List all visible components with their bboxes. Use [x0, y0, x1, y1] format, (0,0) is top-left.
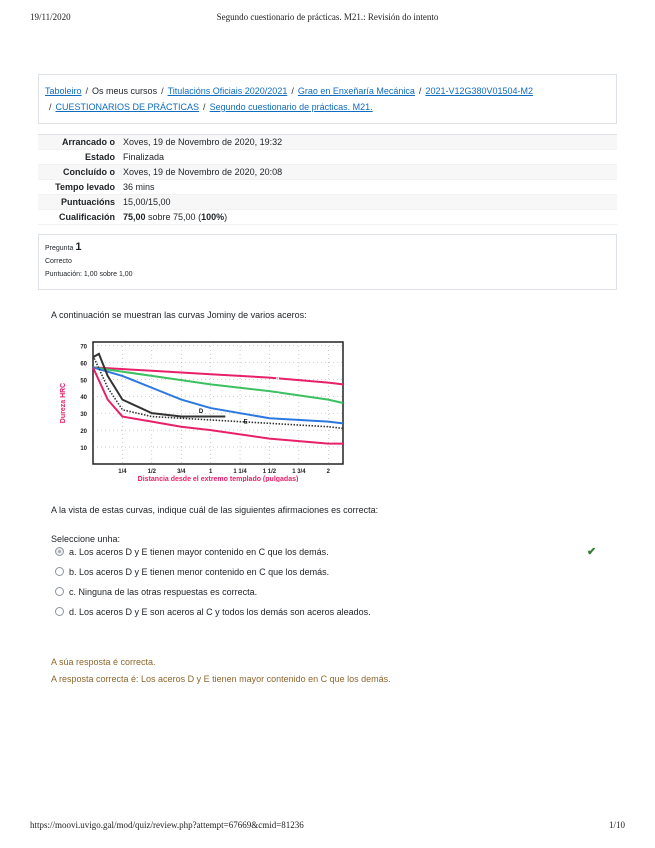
radio-a[interactable] — [55, 547, 64, 556]
question-number: 1 — [75, 241, 82, 253]
summary-row-completed: Concluído o Xoves, 19 de Novembro de 2020, 20:08 — [38, 165, 617, 180]
x-tick-label: 1 — [208, 469, 213, 475]
summary-row-time-taken: Tempo levado 36 mins — [38, 180, 617, 195]
correct-check-icon: ✔ — [587, 546, 597, 558]
series-label-b: B — [275, 393, 280, 400]
breadcrumb-item-quiz[interactable]: Segundo cuestionario de prácticas. M21. — [209, 102, 373, 112]
breadcrumb-item-degrees[interactable]: Titulacións Oficiais 2020/2021 — [167, 86, 288, 96]
summary-row-started: Arrancado o Xoves, 19 de Novembro de 2020, 19:32 — [38, 135, 617, 150]
question-text: A continuación se muestran las curvas Jominy de varios aceros: — [51, 310, 307, 320]
print-date: 19/11/2020 — [30, 12, 71, 22]
x-tick-label: 1/2 — [147, 469, 156, 475]
feedback-right-answer: A resposta correcta é: Los aceros D y E tienen mayor contenido en C que los demás. — [51, 674, 391, 684]
answer-option-c[interactable]: c. Ninguna de las otras respuestas es correcta. — [55, 586, 615, 606]
series-label-f: F — [275, 432, 280, 439]
y-tick-label: 10 — [80, 446, 87, 453]
y-tick-label: 50 — [80, 378, 87, 385]
breadcrumb-item-dashboard[interactable]: Taboleiro — [45, 86, 82, 96]
y-tick-label: 30 — [80, 412, 87, 419]
print-title: Segundo cuestionario de prácticas. M21.: Revisión do intento — [216, 12, 439, 22]
x-axis-label: Distancia desde el extremo templado (pulgadas) — [137, 476, 299, 482]
breadcrumb-item-section[interactable]: CUESTIONARIOS DE PRÁCTICAS — [55, 102, 200, 112]
y-tick-label: 40 — [80, 395, 87, 402]
x-tick-label: 1 1/2 — [262, 469, 277, 475]
jominy-chart — [55, 332, 345, 482]
question-state: Correcto — [45, 258, 72, 265]
x-tick-label: 3/4 — [177, 469, 186, 475]
breadcrumb-item-course[interactable]: 2021-V12G380V01504-M2 — [425, 86, 534, 96]
radio-d[interactable] — [55, 607, 64, 616]
series-label-e: E — [243, 419, 248, 426]
x-tick-label: 2 — [326, 469, 330, 475]
question-prompt: A la vista de estas curvas, indique cuál de las siguientes afirmaciones es correcta: — [51, 505, 379, 515]
feedback-box — [51, 654, 391, 688]
y-axis-label: Dureza HRC — [60, 382, 67, 424]
print-url: https://moovi.uvigo.gal/mod/quiz/review.php?attempt=67669&cmid=81236 — [30, 820, 304, 830]
breadcrumb-item-program[interactable]: Grao en Enxeñaría Mecánica — [297, 86, 415, 96]
breadcrumb: Taboleiro / Os meus cursos / Titulacións Oficiais 2020/2021 / Grao en Enxeñaría Mecánica / 2021-V12G380V01504-M2 / CUESTIONARIOS DE PRÁCTICAS / Segundo cuestionario de prácticas. M21. — [38, 74, 617, 124]
print-page-count: 1/10 — [608, 820, 625, 830]
summary-row-marks: Puntuacións 15,00/15,00 — [38, 195, 617, 210]
answer-option-b[interactable]: b. Los aceros D y E tienen menor contenido en C que los demás. — [55, 566, 615, 586]
breadcrumb-item-my-courses[interactable]: Os meus cursos — [92, 86, 158, 96]
question-mark: Puntuación: 1,00 sobre 1,00 — [45, 271, 133, 278]
question-label: Pregunta — [45, 245, 74, 252]
x-tick-label: 1 3/4 — [292, 469, 306, 475]
x-tick-label: 1/4 — [118, 469, 127, 475]
attempt-summary-table — [38, 134, 617, 225]
y-tick-label: 20 — [80, 429, 87, 436]
y-tick-label: 60 — [80, 361, 87, 368]
answer-option-d[interactable]: d. Los aceros D y E son aceros al C y todos los demás son aceros aleados. — [55, 606, 615, 626]
select-one-label: Seleccione unha: — [51, 534, 121, 544]
series-label-d: D — [198, 409, 204, 416]
y-tick-label: 70 — [80, 344, 87, 351]
print-header — [30, 12, 625, 26]
summary-row-state: Estado Finalizada — [38, 150, 617, 165]
answer-list — [55, 546, 615, 626]
radio-c[interactable] — [55, 587, 64, 596]
jominy-chart-svg — [55, 332, 345, 482]
series-label-a: A — [275, 376, 280, 383]
question-info-box — [38, 234, 617, 290]
answer-option-a[interactable]: a. Los aceros D y E tienen mayor contenido en C que los demás. — [55, 546, 615, 566]
print-footer — [30, 820, 625, 834]
series-label-c: C — [275, 412, 280, 419]
feedback-state: A súa resposta é correcta. — [51, 657, 156, 667]
radio-b[interactable] — [55, 567, 64, 576]
summary-row-grade: Cualificación 75,00 sobre 75,00 (100%) — [38, 210, 617, 225]
x-tick-label: 1 1/4 — [233, 469, 247, 475]
